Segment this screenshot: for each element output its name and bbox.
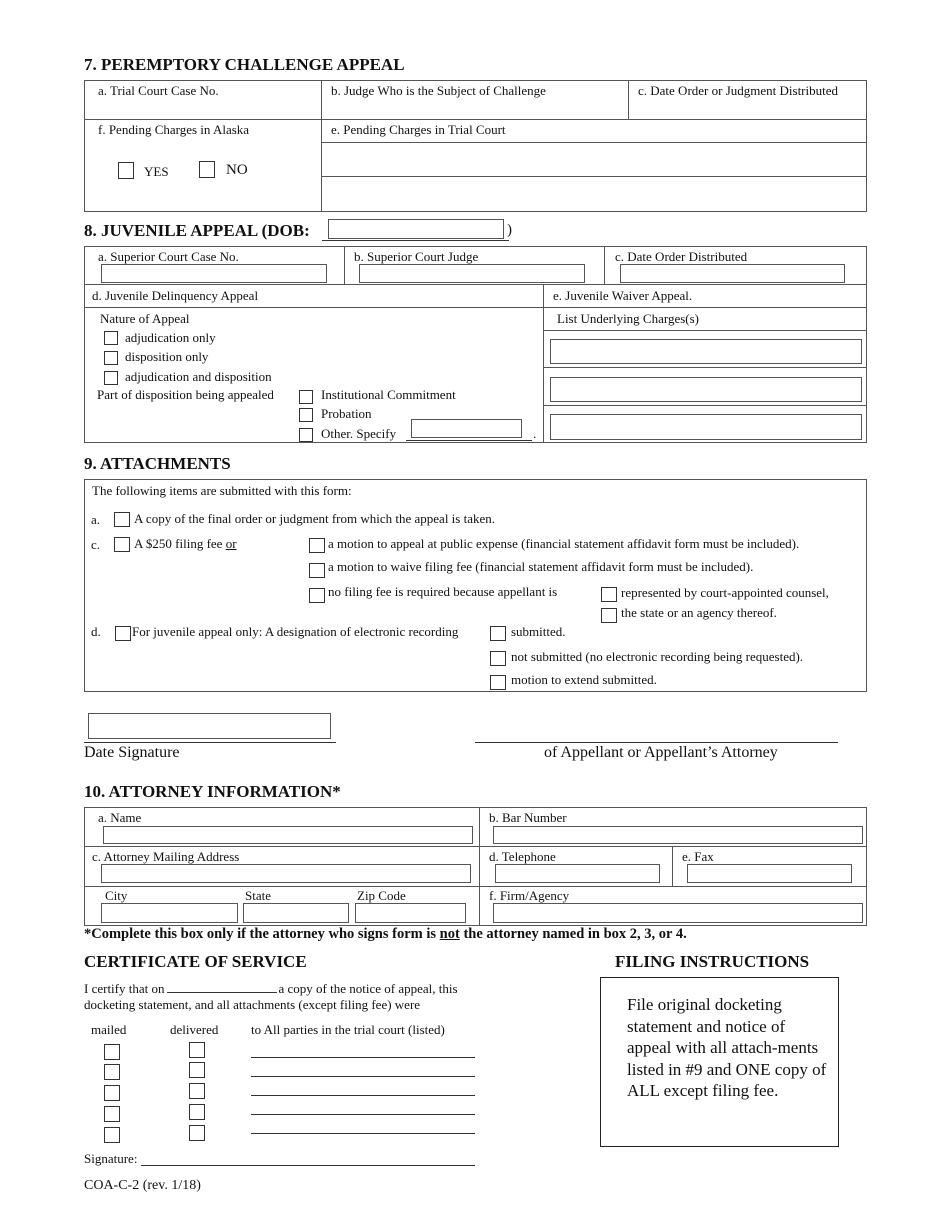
adj-disp-checkbox[interactable] xyxy=(104,371,118,385)
state-agency-label: the state or an agency thereof. xyxy=(621,605,777,620)
bar-number-input[interactable] xyxy=(493,826,863,844)
party-line-4[interactable] xyxy=(251,1114,475,1115)
firm-label: f. Firm/Agency xyxy=(489,888,570,903)
extend-label: motion to extend submitted. xyxy=(511,672,657,687)
parties-header: to All parties in the trial court (listed) xyxy=(251,1022,445,1037)
party-line-2[interactable] xyxy=(251,1076,475,1077)
list-charges-label: List Underlying Charges(s) xyxy=(557,311,700,326)
city-input[interactable] xyxy=(101,903,238,923)
filing-fee-label: A $250 filing fee xyxy=(134,536,223,551)
cert-signature-line[interactable] xyxy=(141,1165,475,1166)
state-label: State xyxy=(245,888,271,903)
public-expense-checkbox[interactable] xyxy=(309,538,325,553)
other-checkbox[interactable] xyxy=(299,428,313,442)
other-label: Other. Specify xyxy=(321,426,397,441)
section-7-title: 7. PEREMPTORY CHALLENGE APPEAL xyxy=(84,55,405,74)
attorney-note: *Complete this box only if the attorney who signs form is not the attorney named in box 2, 3, or 4. xyxy=(84,926,687,942)
no-checkbox[interactable] xyxy=(199,161,215,178)
not-submitted-label: not submitted (no electronic recording being requested). xyxy=(511,649,804,664)
filing-title: FILING INSTRUCTIONS xyxy=(615,952,810,971)
yes-checkbox[interactable] xyxy=(118,162,134,179)
waive-fee-checkbox[interactable] xyxy=(309,563,325,578)
no-fee-label: no filing fee is required because appellant is xyxy=(328,584,558,599)
item-d-letter: d. xyxy=(91,624,101,639)
superior-judge-label: b. Superior Court Judge xyxy=(354,249,479,264)
mailed-header: mailed xyxy=(91,1022,127,1037)
delivered-checkbox-5[interactable] xyxy=(189,1125,205,1141)
court-counsel-checkbox[interactable] xyxy=(601,587,617,602)
delivered-checkbox-4[interactable] xyxy=(189,1104,205,1120)
adjudication-checkbox[interactable] xyxy=(104,331,118,345)
pending-alaska-label: f. Pending Charges in Alaska xyxy=(98,122,250,137)
bar-number-label: b. Bar Number xyxy=(489,810,567,825)
delivered-checkbox-2[interactable] xyxy=(189,1062,205,1078)
disposition-checkbox[interactable] xyxy=(104,351,118,365)
charge-input-2[interactable] xyxy=(550,377,862,402)
signature-line[interactable] xyxy=(475,742,838,743)
yes-label: YES xyxy=(144,164,169,179)
not-submitted-checkbox[interactable] xyxy=(490,651,506,666)
date-order-label: c. Date Order or Judgment Distributed xyxy=(638,83,839,98)
extend-checkbox[interactable] xyxy=(490,675,506,690)
superior-case-label: a. Superior Court Case No. xyxy=(98,249,239,264)
waive-fee-label: a motion to waive filing fee (financial statement affidavit form must be included). xyxy=(328,559,754,574)
dob-input[interactable] xyxy=(328,219,504,239)
mailed-checkbox-2[interactable] xyxy=(104,1064,120,1080)
charge-input-3[interactable] xyxy=(550,414,862,440)
mailing-address-input[interactable] xyxy=(101,864,471,883)
section-9-title: 9. ATTACHMENTS xyxy=(84,454,231,473)
appellant-label: of Appellant or Appellant’s Attorney xyxy=(544,744,778,761)
judge-label: b. Judge Who is the Subject of Challenge xyxy=(331,83,546,98)
submitted-checkbox[interactable] xyxy=(490,626,506,641)
public-expense-label: a motion to appeal at public expense (financial statement affidavit form must be included). xyxy=(328,536,800,551)
institutional-checkbox[interactable] xyxy=(299,390,313,404)
date-signature-label: Date Signature xyxy=(84,744,180,761)
party-line-5[interactable] xyxy=(251,1133,475,1134)
attorney-name-input[interactable] xyxy=(103,826,473,844)
telephone-input[interactable] xyxy=(495,864,660,883)
item-c-letter: c. xyxy=(91,537,101,552)
party-line-3[interactable] xyxy=(251,1095,475,1096)
date-distributed-label: c. Date Order Distributed xyxy=(615,249,748,264)
disposition-label: disposition only xyxy=(125,349,209,364)
other-period: . xyxy=(533,426,537,441)
attorney-name-label: a. Name xyxy=(98,810,142,825)
section-10-title: 10. ATTORNEY INFORMATION* xyxy=(84,782,341,801)
adj-disp-label: adjudication and disposition xyxy=(125,369,272,384)
state-agency-checkbox[interactable] xyxy=(601,608,617,623)
final-order-checkbox[interactable] xyxy=(114,512,130,527)
service-date-input[interactable] xyxy=(167,981,277,993)
attachments-intro: The following items are submitted with this form: xyxy=(92,483,352,498)
part-disposition-label: Part of disposition being appealed xyxy=(97,387,274,402)
mailed-checkbox-5[interactable] xyxy=(104,1127,120,1143)
submitted-label: submitted. xyxy=(511,624,566,639)
state-input[interactable] xyxy=(243,903,349,923)
delinquency-label: d. Juvenile Delinquency Appeal xyxy=(92,288,259,303)
delivered-checkbox-3[interactable] xyxy=(189,1083,205,1099)
section-7-table xyxy=(84,80,867,212)
other-specify-input[interactable] xyxy=(411,419,522,438)
probation-label: Probation xyxy=(321,406,372,421)
city-label: City xyxy=(105,888,128,903)
certify-line-2: docketing statement, and all attachments (except filing fee) were xyxy=(84,997,421,1012)
form-id: COA-C-2 (rev. 1/18) xyxy=(84,1178,201,1193)
final-order-label: A copy of the final order or judgment from which the appeal is taken. xyxy=(134,511,496,526)
dob-paren: ) xyxy=(507,222,512,238)
mailed-checkbox-4[interactable] xyxy=(104,1106,120,1122)
pending-trial-label: e. Pending Charges in Trial Court xyxy=(331,122,506,137)
superior-case-input[interactable] xyxy=(101,264,327,283)
date-distributed-input[interactable] xyxy=(620,264,845,283)
probation-checkbox[interactable] xyxy=(299,408,313,422)
no-fee-checkbox[interactable] xyxy=(309,588,325,603)
delivered-checkbox-1[interactable] xyxy=(189,1042,205,1058)
telephone-label: d. Telephone xyxy=(489,849,556,864)
mailed-checkbox-1[interactable] xyxy=(104,1044,120,1060)
trial-case-label: a. Trial Court Case No. xyxy=(98,83,219,98)
item-a-letter: a. xyxy=(91,512,101,527)
or-label: or xyxy=(225,536,237,551)
nature-label: Nature of Appeal xyxy=(100,311,190,326)
court-counsel-label: represented by court-appointed counsel, xyxy=(621,585,829,600)
electronic-recording-label: For juvenile appeal only: A designation of electronic recording xyxy=(132,624,459,639)
party-line-1[interactable] xyxy=(251,1057,475,1058)
fax-input[interactable] xyxy=(687,864,852,883)
cert-signature-label: Signature: xyxy=(84,1151,138,1166)
zip-input[interactable] xyxy=(355,903,466,923)
delivered-header: delivered xyxy=(170,1022,219,1037)
fax-label: e. Fax xyxy=(682,849,714,864)
mailing-address-label: c. Attorney Mailing Address xyxy=(92,849,240,864)
no-label: NO xyxy=(226,162,248,178)
section-8-title: 8. JUVENILE APPEAL (DOB: xyxy=(84,221,310,240)
electronic-recording-checkbox[interactable] xyxy=(115,626,131,641)
filing-text: File original docketing statement and notice of appeal with all attach-ments listed in #9 and ONE copy of ALL except filing fee. xyxy=(627,995,827,1100)
institutional-label: Institutional Commitment xyxy=(321,387,456,402)
certify-line-1: I certify that on a copy of the notice of appeal, this xyxy=(84,981,458,996)
adjudication-label: adjudication only xyxy=(125,330,216,345)
superior-judge-input[interactable] xyxy=(359,264,585,283)
waiver-label: e. Juvenile Waiver Appeal. xyxy=(553,288,693,303)
firm-input[interactable] xyxy=(493,903,863,923)
filing-fee-checkbox[interactable] xyxy=(114,537,130,552)
charge-input-1[interactable] xyxy=(550,339,862,364)
mailed-checkbox-3[interactable] xyxy=(104,1085,120,1101)
certificate-title: CERTIFICATE OF SERVICE xyxy=(84,952,307,971)
zip-label: Zip Code xyxy=(357,888,406,903)
date-input[interactable] xyxy=(88,713,331,739)
